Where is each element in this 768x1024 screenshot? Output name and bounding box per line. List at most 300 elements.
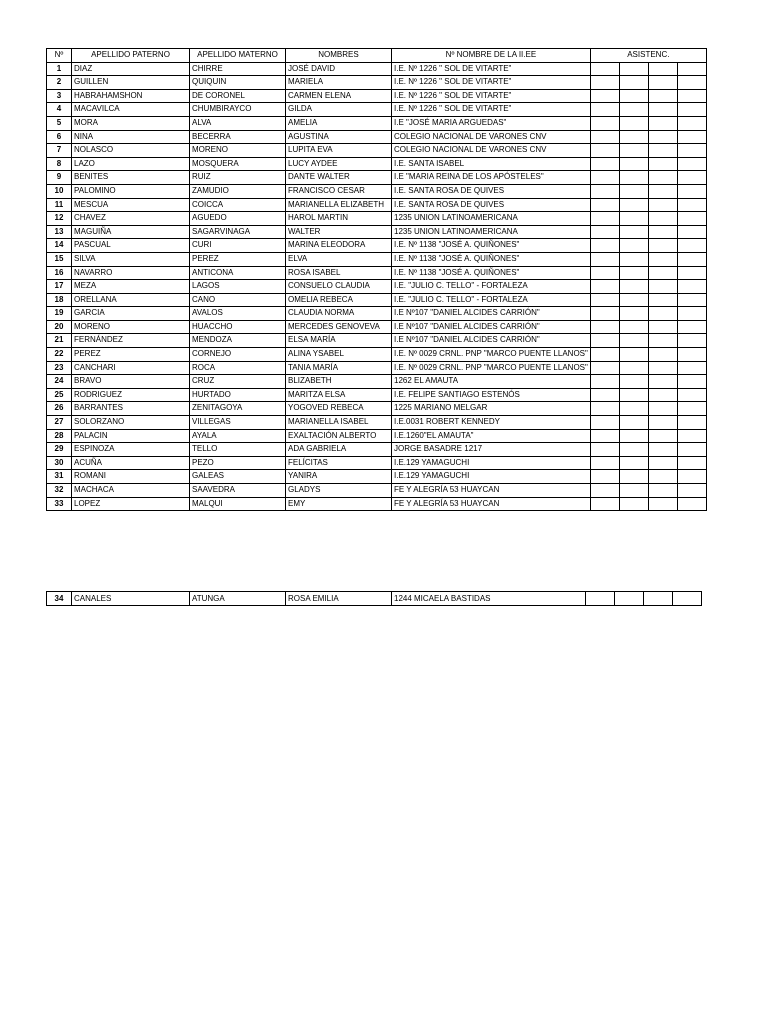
- apellido-paterno: GUILLEN: [72, 76, 190, 90]
- asistencia-cell: [619, 416, 648, 430]
- institucion: I.E. Nº 0029 CRNL. PNP "MARCO PUENTE LLANOS": [392, 361, 591, 375]
- apellido-paterno: LOPEZ: [72, 497, 190, 511]
- apellido-paterno: PALOMINO: [72, 184, 190, 198]
- asistencia-cell: [619, 320, 648, 334]
- asistencia-cell: [677, 443, 706, 457]
- table-row: [47, 62, 707, 76]
- table-row: [47, 225, 707, 239]
- asistencia-cell: [648, 116, 677, 130]
- row-num: 25: [47, 388, 72, 402]
- asistencia-cell: [648, 89, 677, 103]
- institucion: FE Y ALEGRÍA 53 HUAYCAN: [392, 484, 591, 498]
- table-row: [47, 348, 707, 362]
- apellido-materno: CURI: [190, 239, 286, 253]
- asistencia-cell: [590, 171, 619, 185]
- asistencia-cell: [677, 212, 706, 226]
- asistencia-cell: [648, 293, 677, 307]
- asistencia-cell: [590, 116, 619, 130]
- asistencia-cell: [648, 252, 677, 266]
- asistencia-cell: [648, 307, 677, 321]
- row-num: 12: [47, 212, 72, 226]
- nombres: LUCY AYDEE: [286, 157, 392, 171]
- asistencia-cell: [648, 443, 677, 457]
- apellido-materno: CORNEJO: [190, 348, 286, 362]
- nombres: EMY: [286, 497, 392, 511]
- asistencia-cell: [648, 239, 677, 253]
- header-apellido-paterno: APELLIDO PATERNO: [72, 49, 190, 63]
- apellido-materno: CRUZ: [190, 375, 286, 389]
- asistencia-cell: [648, 497, 677, 511]
- row-num: 20: [47, 320, 72, 334]
- asistencia-cell: [590, 348, 619, 362]
- table-row: [47, 157, 707, 171]
- row-num: 24: [47, 375, 72, 389]
- asistencia-cell: [590, 497, 619, 511]
- table-row: [47, 266, 707, 280]
- row-num: 11: [47, 198, 72, 212]
- row-num: 6: [47, 130, 72, 144]
- nombres: ROSA EMILIA: [286, 592, 392, 606]
- asistencia-cell: [619, 212, 648, 226]
- table-row: [47, 375, 707, 389]
- asistencia-cell: [677, 484, 706, 498]
- asistencia-cell: [644, 592, 673, 606]
- asistencia-cell: [619, 144, 648, 158]
- apellido-paterno: NOLASCO: [72, 144, 190, 158]
- apellido-paterno: MORENO: [72, 320, 190, 334]
- apellido-materno: CHIRRE: [190, 62, 286, 76]
- row-num: 14: [47, 239, 72, 253]
- nombres: AGUSTINA: [286, 130, 392, 144]
- nombres: WALTER: [286, 225, 392, 239]
- institucion: I.E Nº107 "DANIEL ALCIDES CARRIÓN": [392, 334, 591, 348]
- apellido-materno: CHUMBIRAYCO: [190, 103, 286, 117]
- apellido-materno: MENDOZA: [190, 334, 286, 348]
- asistencia-cell: [619, 89, 648, 103]
- asistencia-cell: [677, 456, 706, 470]
- table-body: [47, 62, 707, 511]
- asistencia-cell: [648, 225, 677, 239]
- asistencia-cell: [648, 320, 677, 334]
- institucion: I.E. Nº 1226 " SOL DE VITARTE": [392, 103, 591, 117]
- institucion: 1244 MICAELA BASTIDAS: [392, 592, 586, 606]
- asistencia-cell: [619, 266, 648, 280]
- institucion: I.E. Nº 1226 " SOL DE VITARTE": [392, 76, 591, 90]
- institucion: I.E. Nº 1138 "JOSÉ A. QUIÑONES": [392, 239, 591, 253]
- asistencia-cell: [648, 334, 677, 348]
- table-row: [47, 456, 707, 470]
- row-num: 27: [47, 416, 72, 430]
- apellido-paterno: PEREZ: [72, 348, 190, 362]
- table-row: [47, 212, 707, 226]
- table-row: [47, 103, 707, 117]
- row-num: 10: [47, 184, 72, 198]
- attendance-table: [46, 48, 707, 511]
- nombres: FELÍCITAS: [286, 456, 392, 470]
- asistencia-cell: [590, 62, 619, 76]
- institucion: 1262 EL AMAUTA: [392, 375, 591, 389]
- apellido-materno: MALQUI: [190, 497, 286, 511]
- asistencia-cell: [590, 266, 619, 280]
- institucion: I.E "JOSÉ MARIA ARGUEDAS": [392, 116, 591, 130]
- asistencia-cell: [677, 116, 706, 130]
- asistencia-cell: [648, 361, 677, 375]
- asistencia-cell: [590, 320, 619, 334]
- asistencia-cell: [648, 348, 677, 362]
- row-num: 7: [47, 144, 72, 158]
- asistencia-cell: [590, 130, 619, 144]
- apellido-materno: PEZO: [190, 456, 286, 470]
- asistencia-cell: [590, 402, 619, 416]
- institucion: I.E. SANTA ROSA DE QUIVES: [392, 184, 591, 198]
- apellido-paterno: BRAVO: [72, 375, 190, 389]
- asistencia-cell: [648, 429, 677, 443]
- nombres: HAROL MARTIN: [286, 212, 392, 226]
- apellido-materno: LAGOS: [190, 280, 286, 294]
- asistencia-cell: [590, 334, 619, 348]
- apellido-materno: HUACCHO: [190, 320, 286, 334]
- asistencia-cell: [619, 116, 648, 130]
- table-row: [47, 130, 707, 144]
- institucion: I.E Nº107 "DANIEL ALCIDES CARRIÓN": [392, 320, 591, 334]
- nombres: ELVA: [286, 252, 392, 266]
- nombres: MARIANELLA ISABEL: [286, 416, 392, 430]
- nombres: ROSA ISABEL: [286, 266, 392, 280]
- apellido-paterno: RODRIGUEZ: [72, 388, 190, 402]
- asistencia-cell: [590, 307, 619, 321]
- institucion: I.E. Nº 1226 " SOL DE VITARTE": [392, 62, 591, 76]
- table-row: [47, 116, 707, 130]
- row-num: 26: [47, 402, 72, 416]
- table-row: [47, 76, 707, 90]
- asistencia-cell: [619, 429, 648, 443]
- row-num: 9: [47, 171, 72, 185]
- asistencia-cell: [590, 103, 619, 117]
- asistencia-cell: [677, 89, 706, 103]
- asistencia-cell: [677, 103, 706, 117]
- asistencia-cell: [619, 171, 648, 185]
- asistencia-cell: [677, 184, 706, 198]
- institucion: JORGE BASADRE 1217: [392, 443, 591, 457]
- institucion: I.E. SANTA ROSA DE QUIVES: [392, 198, 591, 212]
- apellido-materno: RUIZ: [190, 171, 286, 185]
- asistencia-cell: [619, 293, 648, 307]
- nombres: FRANCISCO CESAR: [286, 184, 392, 198]
- asistencia-cell: [677, 429, 706, 443]
- nombres: MARIELA: [286, 76, 392, 90]
- table-row: [47, 239, 707, 253]
- row-num: 23: [47, 361, 72, 375]
- table-row: [47, 252, 707, 266]
- asistencia-cell: [677, 307, 706, 321]
- row-num: 19: [47, 307, 72, 321]
- asistencia-cell: [590, 484, 619, 498]
- asistencia-cell: [677, 76, 706, 90]
- asistencia-cell: [619, 225, 648, 239]
- asistencia-cell: [648, 470, 677, 484]
- asistencia-cell: [677, 402, 706, 416]
- asistencia-cell: [648, 198, 677, 212]
- asistencia-cell: [677, 293, 706, 307]
- apellido-paterno: PASCUAL: [72, 239, 190, 253]
- asistencia-cell: [677, 157, 706, 171]
- nombres: OMELIA REBECA: [286, 293, 392, 307]
- institucion: I.E "MARIA REINA DE LOS APÓSTELES": [392, 171, 591, 185]
- asistencia-cell: [677, 62, 706, 76]
- asistencia-cell: [673, 592, 702, 606]
- table-row: [47, 497, 707, 511]
- asistencia-cell: [619, 334, 648, 348]
- institucion: COLEGIO NACIONAL DE VARONES CNV: [392, 144, 591, 158]
- apellido-paterno: DIAZ: [72, 62, 190, 76]
- asistencia-cell: [648, 144, 677, 158]
- row-num: 34: [47, 592, 72, 606]
- asistencia-cell: [648, 456, 677, 470]
- asistencia-cell: [677, 320, 706, 334]
- nombres: MERCEDES GENOVEVA: [286, 320, 392, 334]
- asistencia-cell: [590, 456, 619, 470]
- asistencia-cell: [648, 130, 677, 144]
- apellido-materno: SAGARVINAGA: [190, 225, 286, 239]
- asistencia-cell: [677, 130, 706, 144]
- institucion: 1225 MARIANO MELGAR: [392, 402, 591, 416]
- nombres: GLADYS: [286, 484, 392, 498]
- table-row: [47, 198, 707, 212]
- apellido-paterno: ROMANI: [72, 470, 190, 484]
- row-num: 8: [47, 157, 72, 171]
- asistencia-cell: [677, 334, 706, 348]
- table-row: [47, 334, 707, 348]
- table-row: [47, 144, 707, 158]
- asistencia-cell: [648, 280, 677, 294]
- row-num: 16: [47, 266, 72, 280]
- apellido-paterno: CHAVEZ: [72, 212, 190, 226]
- nombres: AMELIA: [286, 116, 392, 130]
- asistencia-cell: [677, 416, 706, 430]
- asistencia-cell: [619, 402, 648, 416]
- table-row: [47, 89, 707, 103]
- apellido-paterno: ACUÑA: [72, 456, 190, 470]
- header-row: [47, 49, 707, 63]
- apellido-paterno: SILVA: [72, 252, 190, 266]
- apellido-materno: PEREZ: [190, 252, 286, 266]
- institucion: 1235 UNION LATINOAMERICANA: [392, 212, 591, 226]
- table-row: [47, 416, 707, 430]
- row-num: 22: [47, 348, 72, 362]
- row-num: 33: [47, 497, 72, 511]
- asistencia-cell: [619, 484, 648, 498]
- asistencia-cell: [677, 361, 706, 375]
- apellido-paterno: CANALES: [72, 592, 190, 606]
- asistencia-cell: [619, 198, 648, 212]
- asistencia-cell: [648, 171, 677, 185]
- nombres: ADA GABRIELA: [286, 443, 392, 457]
- nombres: ELSA MARÍA: [286, 334, 392, 348]
- apellido-paterno: GARCIA: [72, 307, 190, 321]
- row-num: 29: [47, 443, 72, 457]
- asistencia-cell: [648, 212, 677, 226]
- asistencia-cell: [648, 402, 677, 416]
- institucion: I.E. SANTA ISABEL: [392, 157, 591, 171]
- apellido-paterno: LAZO: [72, 157, 190, 171]
- apellido-paterno: NAVARRO: [72, 266, 190, 280]
- table-row: [47, 361, 707, 375]
- apellido-paterno: ESPINOZA: [72, 443, 190, 457]
- row-num: 5: [47, 116, 72, 130]
- apellido-materno: MORENO: [190, 144, 286, 158]
- institucion: I.E. "JULIO C. TELLO" - FORTALEZA: [392, 280, 591, 294]
- row-num: 1: [47, 62, 72, 76]
- apellido-materno: ZAMUDIO: [190, 184, 286, 198]
- nombres: GILDA: [286, 103, 392, 117]
- asistencia-cell: [677, 470, 706, 484]
- asistencia-cell: [619, 375, 648, 389]
- apellido-materno: SAAVEDRA: [190, 484, 286, 498]
- asistencia-cell: [677, 280, 706, 294]
- table-row: [47, 320, 707, 334]
- apellido-materno: AGUEDO: [190, 212, 286, 226]
- asistencia-cell: [648, 484, 677, 498]
- header-nombres: NOMBRES: [286, 49, 392, 63]
- asistencia-cell: [590, 198, 619, 212]
- table-row: [47, 592, 702, 606]
- asistencia-cell: [590, 293, 619, 307]
- apellido-paterno: MORA: [72, 116, 190, 130]
- apellido-paterno: MACAVILCA: [72, 103, 190, 117]
- asistencia-cell: [590, 89, 619, 103]
- asistencia-cell: [677, 225, 706, 239]
- apellido-materno: HURTADO: [190, 388, 286, 402]
- asistencia-cell: [590, 280, 619, 294]
- header-num: Nº: [47, 49, 72, 63]
- row-num: 15: [47, 252, 72, 266]
- apellido-materno: VILLEGAS: [190, 416, 286, 430]
- apellido-materno: AYALA: [190, 429, 286, 443]
- asistencia-cell: [677, 348, 706, 362]
- asistencia-cell: [648, 388, 677, 402]
- nombres: CLAUDIA NORMA: [286, 307, 392, 321]
- institucion: I.E Nº107 "DANIEL ALCIDES CARRIÓN": [392, 307, 591, 321]
- institucion: I.E.129 YAMAGUCHI: [392, 456, 591, 470]
- apellido-paterno: MEZA: [72, 280, 190, 294]
- apellido-paterno: MACHACA: [72, 484, 190, 498]
- row-num: 30: [47, 456, 72, 470]
- asistencia-cell: [648, 266, 677, 280]
- asistencia-cell: [586, 592, 615, 606]
- table-row: [47, 307, 707, 321]
- institucion: 1235 UNION LATINOAMERICANA: [392, 225, 591, 239]
- institucion: I.E.1260"EL AMAUTA": [392, 429, 591, 443]
- asistencia-cell: [590, 239, 619, 253]
- apellido-materno: MOSQUERA: [190, 157, 286, 171]
- institucion: FE Y ALEGRÍA 53 HUAYCAN: [392, 497, 591, 511]
- asistencia-cell: [619, 361, 648, 375]
- asistencia-cell: [590, 144, 619, 158]
- apellido-paterno: PALACIN: [72, 429, 190, 443]
- asistencia-cell: [677, 497, 706, 511]
- nombres: EXALTACIÓN ALBERTO: [286, 429, 392, 443]
- row-num: 2: [47, 76, 72, 90]
- nombres: TANIA MARÍA: [286, 361, 392, 375]
- apellido-materno: DE CORONEL: [190, 89, 286, 103]
- asistencia-cell: [677, 375, 706, 389]
- asistencia-cell: [619, 103, 648, 117]
- institucion: I.E. "JULIO C. TELLO" - FORTALEZA: [392, 293, 591, 307]
- institucion: I.E. FELIPE SANTIAGO ESTENÓS: [392, 388, 591, 402]
- asistencia-cell: [648, 184, 677, 198]
- row-num: 17: [47, 280, 72, 294]
- asistencia-cell: [619, 307, 648, 321]
- apellido-paterno: NINA: [72, 130, 190, 144]
- asistencia-cell: [648, 76, 677, 90]
- asistencia-cell: [619, 76, 648, 90]
- nombres: DANTE WALTER: [286, 171, 392, 185]
- nombres: YANIRA: [286, 470, 392, 484]
- table-row: [47, 184, 707, 198]
- asistencia-cell: [619, 456, 648, 470]
- apellido-paterno: HABRAHAMSHON: [72, 89, 190, 103]
- asistencia-cell: [648, 157, 677, 171]
- table-row: [47, 293, 707, 307]
- asistencia-cell: [677, 252, 706, 266]
- asistencia-cell: [590, 470, 619, 484]
- apellido-paterno: MESCUA: [72, 198, 190, 212]
- institucion: I.E. Nº 1226 " SOL DE VITARTE": [392, 89, 591, 103]
- nombres: JOSÉ DAVID: [286, 62, 392, 76]
- asistencia-cell: [648, 416, 677, 430]
- asistencia-cell: [677, 266, 706, 280]
- header-apellido-materno: APELLIDO MATERNO: [190, 49, 286, 63]
- asistencia-cell: [677, 239, 706, 253]
- row-num: 21: [47, 334, 72, 348]
- asistencia-cell: [619, 497, 648, 511]
- apellido-materno: GALEAS: [190, 470, 286, 484]
- row-num: 3: [47, 89, 72, 103]
- asistencia-cell: [590, 157, 619, 171]
- asistencia-cell: [590, 388, 619, 402]
- apellido-materno: CANO: [190, 293, 286, 307]
- row-num: 18: [47, 293, 72, 307]
- apellido-materno: ZENITAGOYA: [190, 402, 286, 416]
- institucion: I.E. Nº 0029 CRNL. PNP "MARCO PUENTE LLANOS": [392, 348, 591, 362]
- asistencia-cell: [619, 130, 648, 144]
- institucion: I.E.129 YAMAGUCHI: [392, 470, 591, 484]
- asistencia-cell: [619, 252, 648, 266]
- nombres: CONSUELO CLAUDIA: [286, 280, 392, 294]
- apellido-materno: COICCA: [190, 198, 286, 212]
- asistencia-cell: [619, 388, 648, 402]
- row-num: 31: [47, 470, 72, 484]
- asistencia-cell: [619, 184, 648, 198]
- asistencia-cell: [677, 144, 706, 158]
- asistencia-cell: [590, 225, 619, 239]
- apellido-paterno: CANCHARI: [72, 361, 190, 375]
- apellido-materno: ROCA: [190, 361, 286, 375]
- header-asistencia: ASISTENC.: [590, 49, 706, 63]
- table-row: [47, 402, 707, 416]
- table-row: [47, 484, 707, 498]
- asistencia-cell: [590, 375, 619, 389]
- asistencia-cell: [590, 416, 619, 430]
- asistencia-cell: [619, 443, 648, 457]
- nombres: MARIANELLA ELIZABETH: [286, 198, 392, 212]
- table-row: [47, 171, 707, 185]
- asistencia-cell: [619, 239, 648, 253]
- asistencia-cell: [619, 280, 648, 294]
- nombres: MARITZA ELSA: [286, 388, 392, 402]
- asistencia-cell: [590, 252, 619, 266]
- table-row: [47, 443, 707, 457]
